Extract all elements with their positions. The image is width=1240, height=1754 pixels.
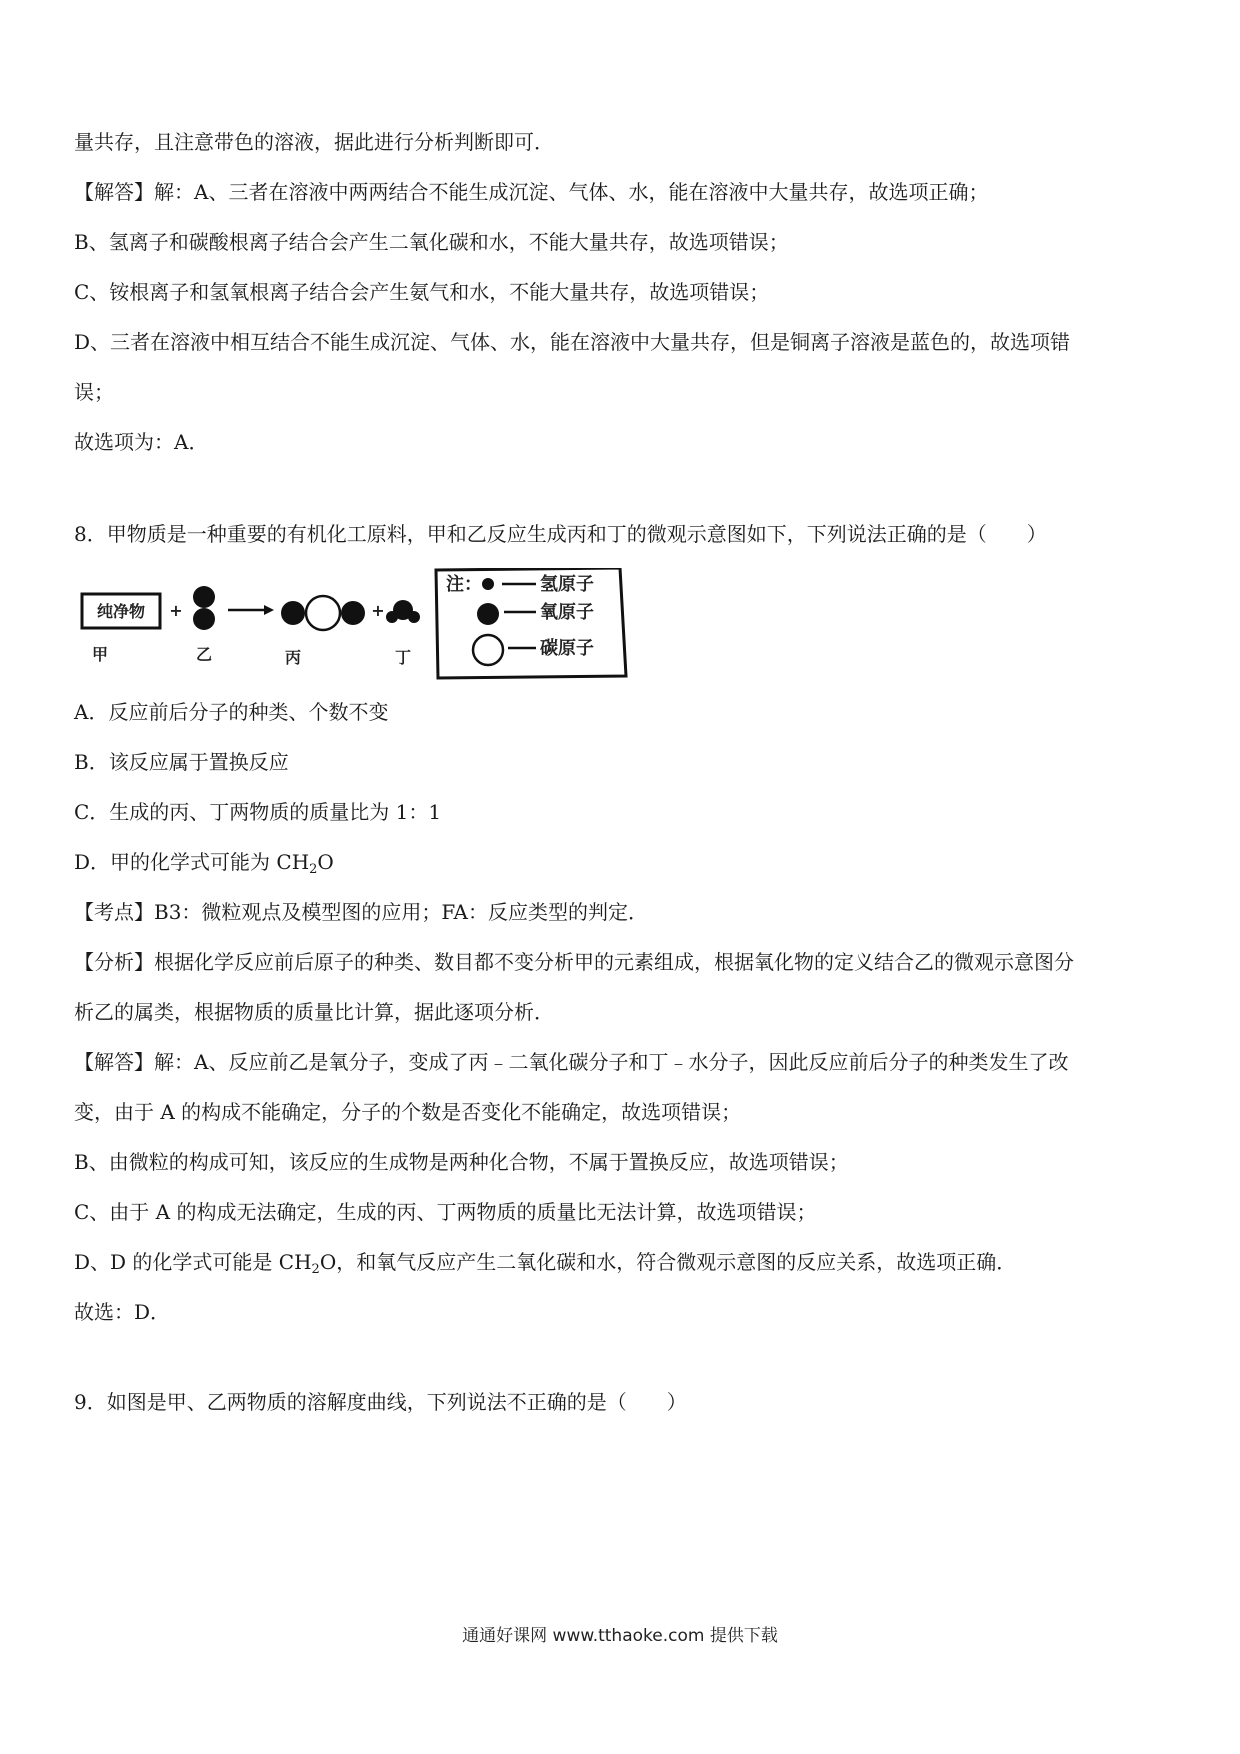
q8-kaodian: 【考点】B3：微粒观点及模型图的应用；FA：反应类型的判定． <box>74 900 649 924</box>
q7-answer-d-line1: D、三者在溶液中相互结合不能生成沉淀、气体、水，能在溶液中大量共存，但是铜离子溶液是蓝色的，故选项错 <box>74 330 1071 354</box>
q7-answer-c: C、铵根离子和氢氧根离子结合会产生氨气和水，不能大量共存，故选项错误； <box>74 280 770 304</box>
q7-answer-a: 【解答】解：A、三者在溶液中两两结合不能生成沉淀、气体、水，能在溶液中大量共存，故选项正确； <box>74 180 989 204</box>
q9-stem: 9．如图是甲、乙两物质的溶解度曲线，下列说法不正确的是（ ） <box>74 1390 687 1414</box>
q7-choice: 故选项为：A． <box>74 430 209 454</box>
q8-stem: 8．甲物质是一种重要的有机化工原料，甲和乙反应生成丙和丁的微观示意图如下，下列说法正确的是（ ） <box>74 522 1047 546</box>
page-footer: 通通好课网 www.tthaoke.com 提供下载 <box>462 1626 778 1646</box>
q8-reaction-diagram <box>80 568 640 680</box>
option-d-subscript: 2 <box>309 862 318 877</box>
jieda-d-text-end: O，和氧气反应产生二氧化碳和水，符合微观示意图的反应关系，故选项正确． <box>319 1250 1017 1274</box>
legend-oxygen: 氧原子 <box>540 602 594 623</box>
oxygen-atom-icon <box>193 586 215 608</box>
hydrogen-atom-icon <box>408 611 420 623</box>
oxygen-atom-icon <box>281 601 305 625</box>
q8-fenxi-line1: 【分析】根据化学反应前后原子的种类、数目都不变分析甲的元素组成，根据氧化物的定义结合乙的微观示意图分 <box>74 950 1074 974</box>
label-ding: 丁 <box>394 648 412 667</box>
q8-choice: 故选：D． <box>74 1300 171 1324</box>
q8-fenxi-line2: 析乙的属类，根据物质的质量比计算，据此逐项分析． <box>74 1000 554 1024</box>
oxygen-atom-icon <box>341 601 365 625</box>
q7-analysis-tail: 量共存，且注意带色的溶液，据此进行分析判断即可． <box>74 130 554 154</box>
q8-option-d <box>74 848 1174 880</box>
q7-answer-b: B、氢离子和碳酸根离子结合会产生二氧化碳和水，不能大量共存，故选项错误； <box>74 230 789 254</box>
q8-jieda-line1: 【解答】解：A、反应前乙是氧分子，变成了丙﹣二氧化碳分子和丁﹣水分子，因此反应前后分子的种类发生了改 <box>74 1050 1069 1074</box>
carbon-atom-icon <box>306 596 340 630</box>
q8-option-b: B．该反应属于置换反应 <box>74 750 289 774</box>
plus-sign-2: + <box>371 601 385 620</box>
legend-carbon: 碳原子 <box>540 638 594 659</box>
jieda-d-subscript: 2 <box>311 1262 320 1277</box>
carbon-atom-icon <box>473 635 503 665</box>
plus-sign-1: + <box>169 601 183 620</box>
q8-jieda-c: C、由于 A 的构成无法确定，生成的丙、丁两物质的质量比无法计算，故选项错误； <box>74 1200 817 1224</box>
q8-jieda-line2: 变，由于 A 的构成不能确定，分子的个数是否变化不能确定，故选项错误； <box>74 1100 742 1124</box>
q8-jieda-b: B、由微粒的构成可知，该反应的生成物是两种化合物，不属于置换反应，故选项错误； <box>74 1150 849 1174</box>
option-d-text: D．甲的化学式可能为 CH <box>74 850 310 874</box>
q8-option-a: A．反应前后分子的种类、个数不变 <box>74 700 389 724</box>
oxygen-atom-icon <box>477 603 499 625</box>
arrow-head-icon <box>264 605 274 615</box>
pure-substance-label: 纯净物 <box>96 602 146 621</box>
hydrogen-atom-icon <box>482 578 494 590</box>
label-bing: 丙 <box>284 648 302 667</box>
legend-hydrogen: 氢原子 <box>540 574 594 595</box>
q8-option-c: C．生成的丙、丁两物质的质量比为 1：1 <box>74 800 442 824</box>
label-yi: 乙 <box>195 645 213 664</box>
q7-answer-d-line2: 误； <box>74 380 114 404</box>
option-d-text-end: O <box>317 850 334 874</box>
oxygen-atom-icon <box>193 608 215 630</box>
legend-title: 注： <box>446 574 482 595</box>
jieda-d-text: D、D 的化学式可能是 CH <box>74 1250 312 1274</box>
label-jia: 甲 <box>91 645 109 664</box>
q8-jieda-d <box>74 1248 1174 1280</box>
hydrogen-atom-icon <box>386 611 398 623</box>
